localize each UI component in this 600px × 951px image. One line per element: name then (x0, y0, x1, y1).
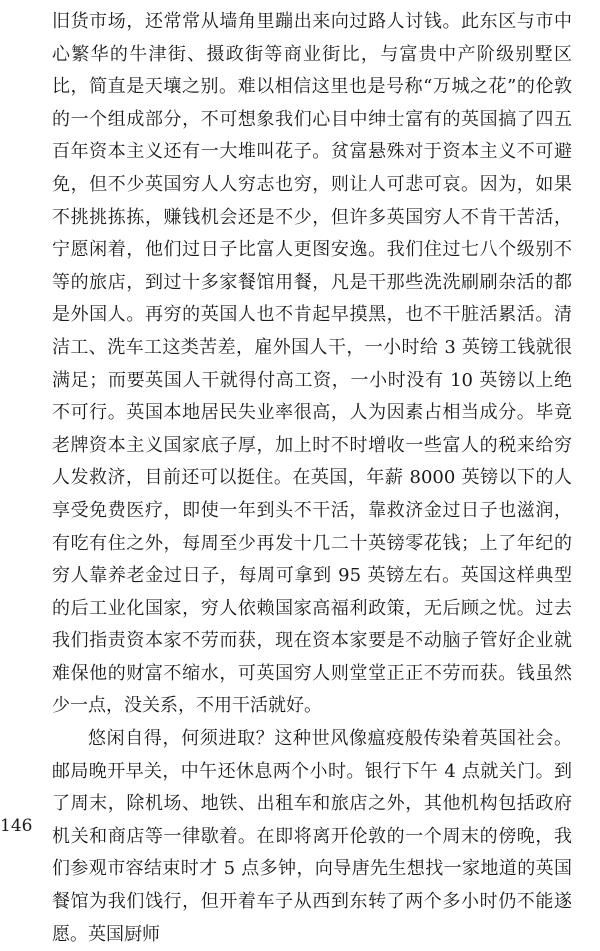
paragraph-2: 悠闲自得，何须进取？这种世风像瘟疫般传染着英国社会。邮局晚开早关，中午还休息两个小时。银行下午 4 点就关门。到了周末，除机场、地铁、出租车和旅店之外，其他机构包括政府机关和商店等一律歇着。在即将离开伦敦的一个周末的傍晚，我们参观市容结束时才 5 点多钟，向导唐先生想找一家地道的英国餐馆为我们饯行，但开着车子从西到东转了两个多小时仍不能遂愿。英国厨师 (52, 728, 572, 945)
page-number: 146 (0, 816, 33, 836)
body-text (52, 6, 572, 951)
paragraph-1: 旧货市场，还常常从墙角里蹦出来向过路人讨钱。此东区与市中心繁华的牛津街、摄政街等商业街比，与富贵中产阶级别墅区比，简直是天壤之别。难以相信这里也是号称“万城之花”的伦敦的一个组成部分，不可想象我们心目中绅士富有的英国搞了四五百年资本主义还有一大堆叫花子。贫富悬殊对于资本主义不可避免，但不少英国穷人人穷志也穷，则让人可悲可哀。因为，如果不挑挑拣拣，赚钱机会还是不少，但许多英国穷人不肯干苦活，宁愿闲着，他们过日子比富人更图安逸。我们住过七八个级别不等的旅店，到过十多家餐馆用餐，凡是干那些洗洗刷刷杂活的都是外国人。再穷的英国人也不肯起早摸黑，也不干脏活累活。清洁工、洗车工这类苦差，雇外国人干，一小时给 3 英镑工钱就很满足；而要英国人干就得付高工资，一小时没有 10 英镑以上绝不可行。英国本地居民失业率很高，人为因素占相当成分。毕竟老牌资本主义国家底子厚，加上时不时增收一些富人的税来给穷人发救济，目前还可以挺住。在英国，年薪 8000 英镑以下的人享受免费医疗，即使一年到头不干活，靠救济金过日子也滋润，有吃有住之外，每周至少再发十几二十英镑零花钱；上了年纪的穷人靠养老金过日子，每周可拿到 95 英镑左右。英国这样典型的后工业化国家，穷人依赖国家高福利政策，无后顾之忧。过去我们指责资本家不劳而获，现在资本家要是不动脑子管好企业就难保他的财富不缩水，可英国穷人则堂堂正正不劳而获。钱虽然少一点，没关系，不用干活就好。 (52, 11, 572, 717)
